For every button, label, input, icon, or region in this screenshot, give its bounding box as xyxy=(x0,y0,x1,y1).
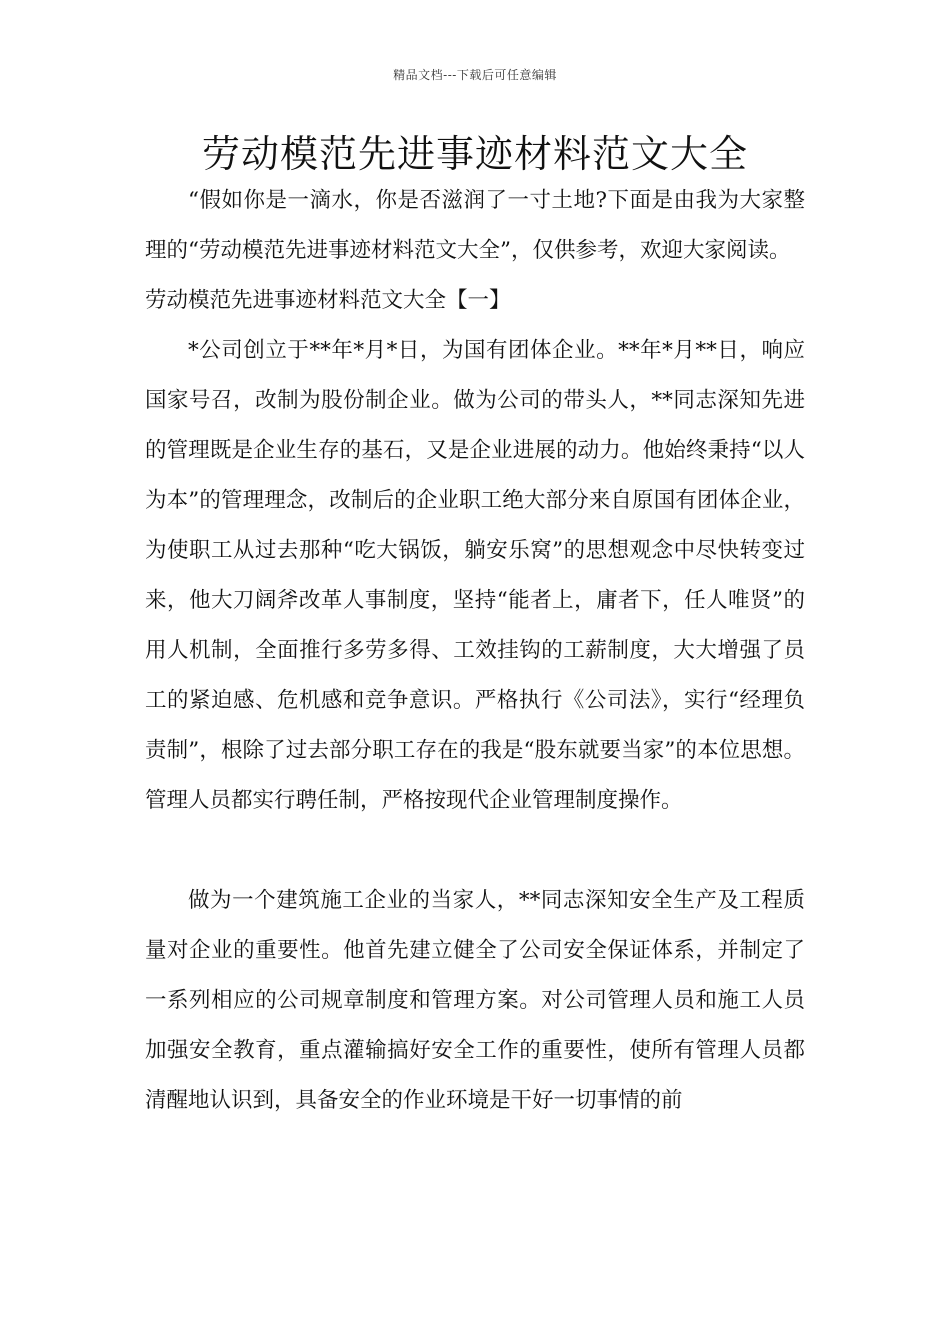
header-note: 精品文档---下载后可任意编辑 xyxy=(393,68,557,82)
body-paragraph: *公司创立于**年*月*日，为国有团体企业。**年*月**日，响应国家号召，改制为股份制企业。做为公司的带头人，**同志深知先进的管理既是企业生存的基石，又是企业进展的动力。他始终秉持“以人为本”的管理理念，改制后的企业职工绝大部分来自原国有团体企业，为使职工从过去那种“吃大锅饭，躺安乐窝”的思想观念中尽快转变过来，他大刀阔斧改革人事制度，坚持“能者上，庸者下，任人唯贤”的用人机制，全面推行多劳多得、工效挂钩的工薪制度，大大增强了员工的紧迫感、危机感和竞争意识。严格执行《公司法》，实行“经理负责制”，根除了过去部分职工存在的我是“股东就要当家”的本位思想。管理人员都实行聘任制，严格按现代企业管理制度操作。 xyxy=(145,338,805,813)
document-body xyxy=(145,176,805,1126)
section-heading: 劳动模范先进事迹材料范文大全【一】 xyxy=(145,288,511,313)
body-paragraph: 做为一个建筑施工企业的当家人，**同志深知安全生产及工程质量对企业的重要性。他首先建立健全了公司安全保证体系，并制定了一系列相应的公司规章制度和管理方案。对公司管理人员和施工人员加强安全教育，重点灌输搞好安全工作的重要性，使所有管理人员都清醒地认识到，具备安全的作业环境是干好一切事情的前 xyxy=(145,888,805,1113)
intro-paragraph: “假如你是一滴水，你是否滋润了一寸土地?下面是由我为大家整理的“劳动模范先进事迹材料范文大全”，仅供参考，欢迎大家阅读。 xyxy=(145,188,805,263)
document-title: 劳动模范先进事迹材料范文大全 xyxy=(201,132,748,176)
